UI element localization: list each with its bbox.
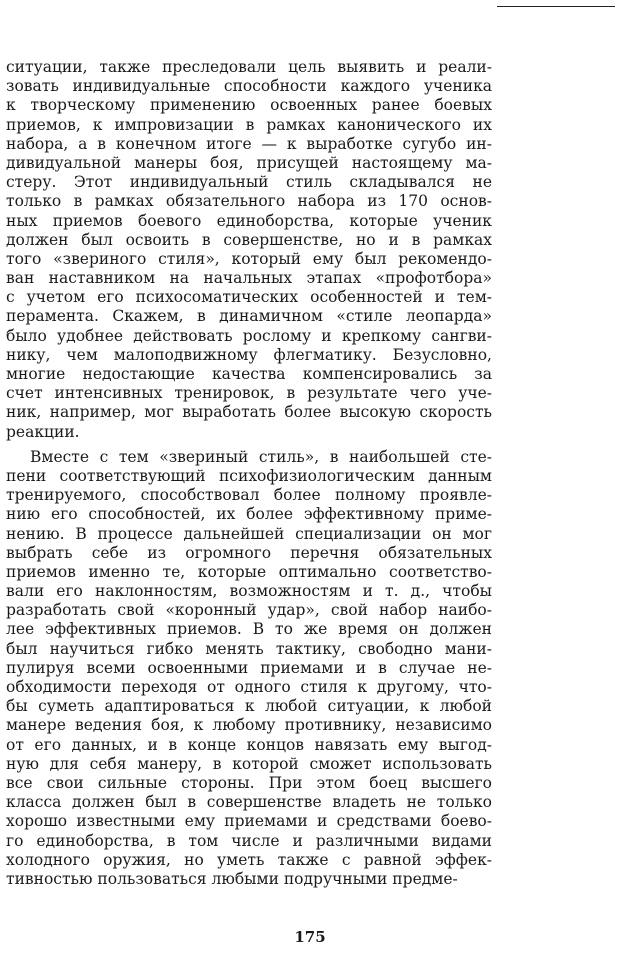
text-line: Вместе с тем «звериный стиль», в наибольшей сте- [30,447,492,466]
text-line: тренируемого, способствовал более полному проявле- [6,486,492,505]
text-line: был научиться гибко менять тактику, свободно мани- [6,639,492,658]
text-line: перамента. Скажем, в динамичном «стиле леопарда» [6,307,492,326]
text-line: вали его наклонностям, возможностям и т. д., чтобы [6,582,492,601]
text-line: счет интенсивных тренировок, в результате чего уче- [6,384,492,403]
text-line: манере ведения боя, к любому противнику, независимо [6,716,492,735]
body-text [6,58,492,889]
text-line: го единоборства, в том числе и различными видами [6,831,492,850]
text-line: нению. В процессе дальнейшей специализации он мог [6,524,492,543]
paragraph [6,58,492,442]
text-line: ную для себя манеру, в которой сможет использовать [6,754,492,773]
text-line: должен был освоить в совершенстве, но и в рамках [6,230,492,249]
text-line: было удобнее действовать рослому и крепкому сангви- [6,326,492,345]
text-line: приемов именно те, которые оптимально соответство- [6,562,492,581]
text-line: все свои сильные стороны. При этом боец высшего [6,773,492,792]
text-line: реакции. [6,422,80,441]
text-line: лее эффективных приемов. В то же время он должен [6,620,492,639]
text-line: хорошо известными ему приемами и средствами боево- [6,812,492,831]
text-line: многие недостающие качества компенсировались за [6,365,492,383]
text-line: от его данных, и в конце концов навязать ему выгод- [6,735,492,754]
text-line: дивидуальной манеры боя, присущей настоящему ма- [6,153,492,172]
page-number: 175 [294,928,326,946]
text-line: нику, чем малоподвижному флегматику. Безусловно, [6,345,492,364]
text-line: ных приемов боевого единоборства, которые ученик [6,211,492,230]
text-line: ник, например, мог выработать более высокую скорость [6,403,492,422]
text-line: с учетом его психосоматических особенностей и тем- [6,288,492,307]
text-line: к творческому применению освоенных ранее боевых [6,96,492,115]
text-line: выбрать себе из огромного перечня обязательных [6,543,492,562]
text-line: набора, а в конечном итоге — к выработке сугубо ин- [6,134,492,153]
text-line: того «звериного стиля», который ему был рекомендо- [6,249,492,268]
text-line: разработать свой «коронный удар», свой набор наибо- [6,601,492,620]
text-line: ван наставником на начальных этапах «профотбора» [6,269,492,288]
header-rule [497,6,615,7]
text-line: стеру. Этот индивидуальный стиль складывался не [6,173,492,192]
text-line: тивностью пользоваться любыми подручными предме- [6,869,458,888]
paragraph [6,448,492,889]
text-line: пулируя всеми освоенными приемами и в случае не- [6,658,492,677]
text-line: пени соответствующий психофизиологическим данным [6,466,492,485]
text-line: зовать индивидуальные способности каждого ученика [6,77,492,96]
text-line: холодного оружия, но уметь также с равной эффек- [6,850,492,869]
text-line: бы суметь адаптироваться к любой ситуации, к любой [6,697,492,716]
text-line: ситуации, также преследовали цель выявить и реали- [6,58,492,76]
text-line: приемов, к импровизации в рамках канонического их [6,115,492,134]
text-line: класса должен был в совершенстве владеть не только [6,793,492,812]
text-line: нию его способностей, их более эффективному приме- [6,505,492,524]
text-line: только в рамках обязательного набора из 170 основ- [6,192,492,211]
text-line: обходимости переходя от одного стиля к другому, что- [6,678,492,696]
